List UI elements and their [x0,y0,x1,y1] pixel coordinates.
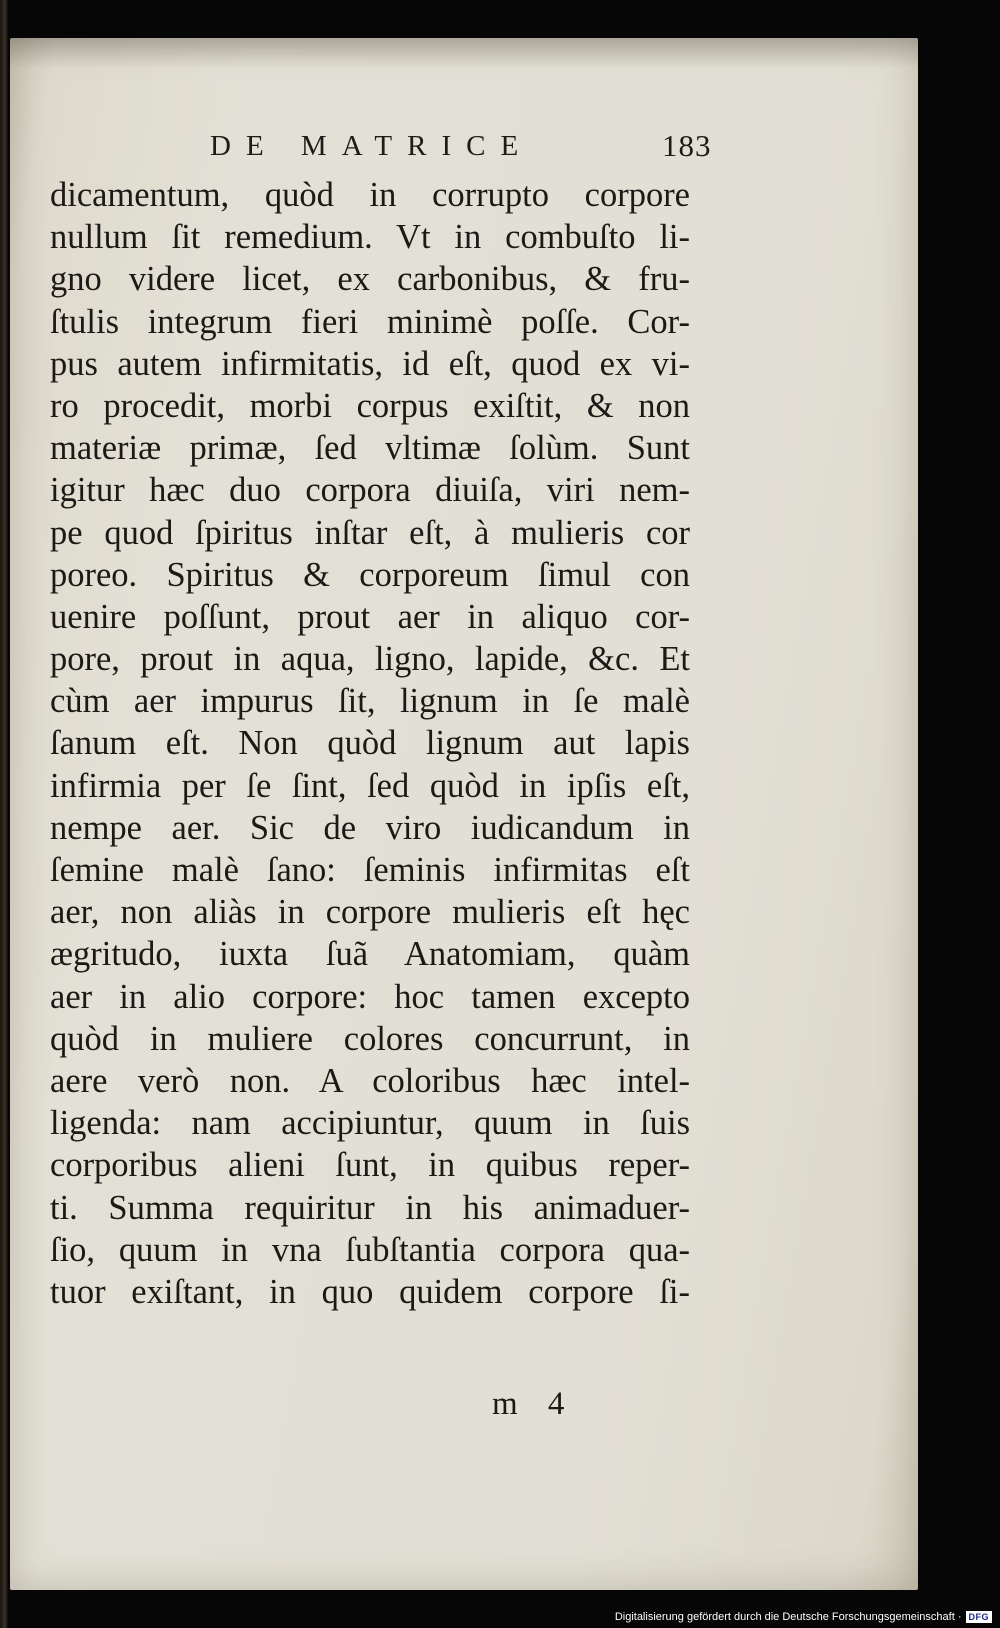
text-line: tuor exiſtant, in quo quidem corpore ſi- [50,1272,690,1311]
text-line: pe quod ſpiritus inſtar eſt, à mulieris cor [50,513,691,552]
text-line: gno videre licet, ex carbonibus, & fru- [50,260,691,299]
text-line: ſtulis integrum fieri minimè poſſe. Cor- [50,302,690,341]
text-line: uenire poſſunt, prout aer in aliquo cor- [50,597,690,636]
text-line: nempe aer. Sic de viro iudicandum in [50,808,691,847]
book-page [10,38,918,1590]
footer-credit [615,1609,992,1625]
text-line: ſemine malè ſano: ſeminis infirmitas eſt [50,851,690,889]
text-line: ſio, quum in vna ſubſtantia corpora qua- [50,1230,691,1269]
text-line: aere verò non. A coloribus hæc intel- [50,1061,691,1100]
text-line: dicamentum, quòd in corrupto corpore [50,176,690,214]
text-line: quòd in muliere colores concurrunt, in [50,1019,691,1058]
dfg-logo: DFG [966,1611,993,1623]
funding-credit-text: Digitalisierung gefördert durch die Deutsche Forschungsgemeinschaft · [614,1611,962,1623]
text-line: materiæ primæ, ſed vltimæ ſolùm. Sunt [50,429,691,468]
text-line: ti. Summa requiritur in his animaduer- [50,1188,691,1227]
text-line: infirmia per ſe ſint, ſed quòd in ipſis eſt, [50,766,690,805]
text-line: ligenda: nam accipiuntur, quum in ſuis [50,1104,690,1143]
body-text [50,174,710,1313]
text-line: poreo. Spiritus & corporeum ſimul con [50,555,690,594]
text-line: ro procedit, morbi corpus exiſtit, & non [50,386,690,425]
text-line: nullum ſit remedium. Vt in combuſto li- [50,218,691,257]
text-line: ægritudo, iuxta ſuã Anatomiam, quàm [50,935,690,974]
text-line: pus autem infirmitatis, id eſt, quod ex vi- [50,344,690,383]
text-line: cùm aer impurus ſit, lignum in ſe malè [50,682,690,721]
running-head [10,130,918,170]
text-line: pore, prout in aqua, ligno, lapide, &c. Et [50,640,690,679]
page-number: 183 [662,128,712,163]
text-line: corporibus alieni ſunt, in quibus reper- [50,1146,691,1185]
running-head-title: DE MATRICE [210,130,534,162]
text-line: igitur hæc duo corpora diuiſa, viri nem- [50,471,690,510]
text-line: ſanum eſt. Non quòd lignum aut lapis [50,724,690,763]
signature-mark: m 4 [492,1386,565,1422]
text-line: aer in alio corpore: hoc tamen excepto [50,977,690,1016]
book-edge [0,0,8,1628]
text-line: aer, non aliàs in corpore mulieris eſt hęc [50,893,690,932]
